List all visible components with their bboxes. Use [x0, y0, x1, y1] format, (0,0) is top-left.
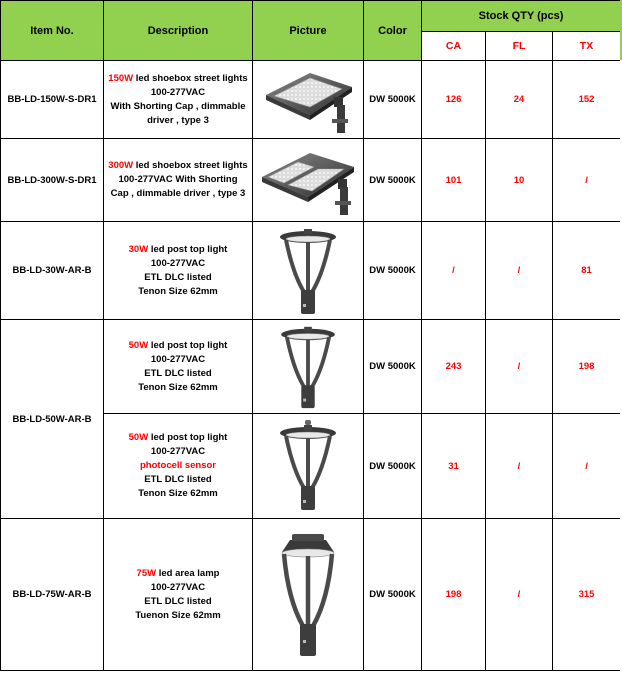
qty-fl: 24: [486, 61, 553, 139]
qty-ca: /: [422, 222, 486, 320]
qty-fl: 10: [486, 139, 553, 222]
qty-tx: /: [553, 139, 621, 222]
header-stock-qty: Stock QTY (pcs): [422, 1, 621, 32]
item-number: BB-LD-50W-AR-B: [1, 320, 104, 519]
qty-tx: 152: [553, 61, 621, 139]
description-line: 100-277VAC: [150, 257, 206, 269]
picture-cell: [253, 139, 364, 222]
color-temperature: DW 5000K: [364, 139, 422, 222]
wattage: 300W: [108, 160, 134, 171]
shoebox-street-light-icon: [258, 65, 358, 135]
picture-cell: [253, 519, 364, 671]
header-ca: CA: [422, 32, 486, 61]
color-temperature: DW 5000K: [364, 519, 422, 671]
description-line: led area lamp: [156, 567, 220, 579]
description-cell: [104, 320, 253, 414]
color-temperature: DW 5000K: [364, 414, 422, 519]
description-line: ETL DLC listed: [144, 271, 212, 283]
description-line: led shoebox street lights: [133, 160, 248, 171]
photocell-sensor-note: photocell sensor: [139, 460, 216, 471]
post-top-light-icon: [273, 224, 343, 318]
description-line: Tuenon Size 62mm: [135, 609, 221, 621]
qty-fl: /: [486, 519, 553, 671]
description-line: Tenon Size 62mm: [138, 381, 218, 393]
item-number: BB-LD-30W-AR-B: [1, 222, 104, 320]
qty-ca: 243: [422, 320, 486, 414]
item-number: BB-LD-300W-S-DR1: [1, 139, 104, 222]
description-cell: [104, 414, 253, 519]
qty-fl: /: [486, 320, 553, 414]
picture-cell: [253, 222, 364, 320]
wattage: 50W: [128, 339, 149, 351]
header-picture: Picture: [253, 1, 364, 61]
description-line: ETL DLC listed: [144, 474, 212, 485]
description-cell: [104, 61, 253, 139]
header-tx: TX: [553, 32, 621, 61]
color-temperature: DW 5000K: [364, 320, 422, 414]
wattage: 30W: [128, 243, 149, 255]
description-line: led post top light: [148, 432, 228, 443]
area-lamp-icon: [268, 530, 348, 660]
description-line: With Shorting Cap , dimmable: [110, 100, 246, 112]
header-color: Color: [364, 1, 422, 61]
table-row: [1, 139, 621, 222]
qty-ca: 126: [422, 61, 486, 139]
header-description: Description: [104, 1, 253, 61]
description-line: led post top light: [148, 339, 228, 351]
picture-cell: [253, 320, 364, 414]
color-temperature: DW 5000K: [364, 222, 422, 320]
description-line: led shoebox street lights: [133, 72, 248, 84]
description-line: 100-277VAC: [150, 353, 206, 365]
qty-fl: /: [486, 414, 553, 519]
description-line: led post top light: [148, 243, 228, 255]
description-line: Tenon Size 62mm: [138, 488, 218, 499]
item-number: BB-LD-75W-AR-B: [1, 519, 104, 671]
description-cell: [104, 139, 253, 222]
post-top-light-photocell-icon: [273, 418, 343, 514]
description-cell: [104, 222, 253, 320]
wattage: 50W: [128, 432, 149, 443]
description-cell: [104, 519, 253, 671]
header-item-no: Item No.: [1, 1, 104, 61]
qty-tx: 81: [553, 222, 621, 320]
qty-ca: 101: [422, 139, 486, 222]
description-line: 100-277VAC: [150, 86, 206, 98]
description-line: 100-277VAC: [150, 581, 206, 593]
qty-ca: 198: [422, 519, 486, 671]
picture-cell: [253, 61, 364, 139]
double-shoebox-street-light-icon: [258, 143, 358, 217]
wattage: 75W: [136, 567, 157, 579]
picture-cell: [253, 414, 364, 519]
wattage: 150W: [108, 72, 134, 84]
description-line: 100-277VAC With Shorting: [118, 174, 238, 185]
table-row: [1, 519, 621, 671]
qty-fl: /: [486, 222, 553, 320]
header-fl: FL: [486, 32, 553, 61]
color-temperature: DW 5000K: [364, 61, 422, 139]
description-line: driver , type 3: [147, 114, 209, 126]
description-line: Cap , dimmable driver , type 3: [110, 188, 246, 199]
table-row: [1, 222, 621, 320]
description-line: ETL DLC listed: [144, 367, 212, 379]
qty-tx: /: [553, 414, 621, 519]
qty-tx: 315: [553, 519, 621, 671]
description-line: ETL DLC listed: [144, 595, 212, 607]
post-top-light-icon: [273, 322, 343, 412]
qty-tx: 198: [553, 320, 621, 414]
item-number: BB-LD-150W-S-DR1: [1, 61, 104, 139]
description-line: Tenon Size 62mm: [138, 285, 218, 297]
table-row: [1, 61, 621, 139]
qty-ca: 31: [422, 414, 486, 519]
table-row: [1, 320, 621, 414]
description-line: 100-277VAC: [150, 446, 206, 457]
